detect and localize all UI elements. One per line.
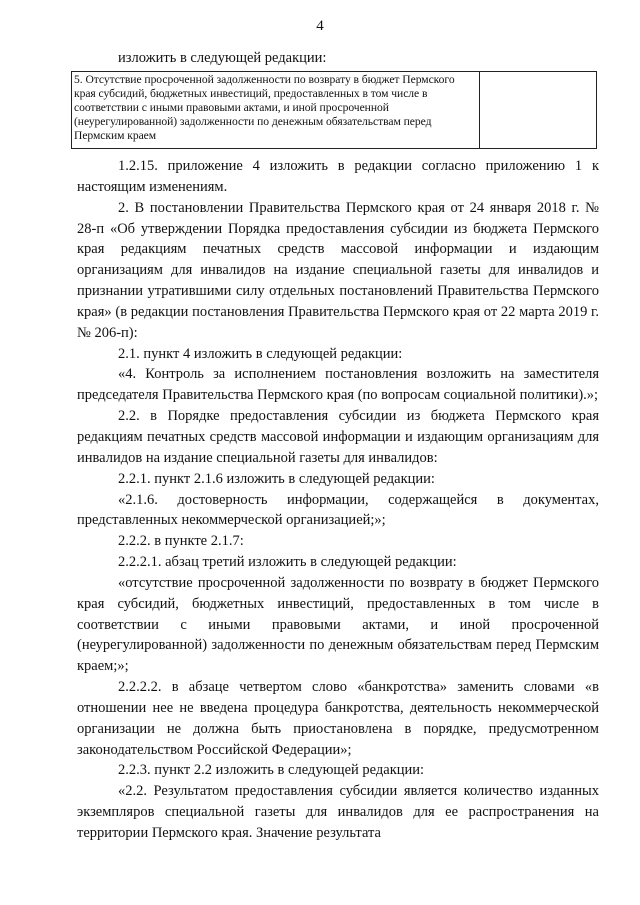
intro-line: изложить в следующей редакции: [118,50,327,66]
paragraph-2-2-2-2: 2.2.2.2. в абзаце четвертом слово «банкротства» заменить словами «в отношении нее не введена процедура банкротства, деятельность некоммерческой организации не должна быть приостановлена в порядке, предусмотренном законодательством Российской Федерации»; [77,679,599,758]
paragraph-2-2-result-text: «2.2. Результатом предоставления субсидии является количество изданных экземпляров специальной газеты для инвалидов для ее распространения на территории Пермского края. Значение результата [77,783,599,841]
paragraph-absence-of-debt-text: «отсутствие просроченной задолженности по возврату в бюджет Пермского края субсидий, бюджетных инвестиций, предоставленных в том числе в соответствии с иными правовыми актами, и иной просроченной (неурегулированной) задолженности по денежным обязательствам перед Пермским краем;»; [77,574,599,675]
page-number: 4 [316,18,324,34]
amendment-table-empty-cell [480,72,596,148]
paragraph-2-1-6-text: «2.1.6. достоверность информации, содержащейся в документах, представленных некоммерческой организацией;»; [77,491,599,529]
paragraph-2-2-3: 2.2.3. пункт 2.2 изложить в следующей редакции: [118,762,425,779]
paragraph-2-resolution: 2. В постановлении Правительства Пермского края от 24 января 2018 г. № 28-п «Об утверждении Порядка предоставления субсидии из бюджета Пермского края редакциям печатных средств массовой информации и издающим организациям для инвалидов на издание специальной газеты для инвалидов и признании утратившими силу отдельных постановлений Правительства Пермского края» (в редакции постановления Правительства Пермского края от 22 марта 2019 г. № 206-п): [77,199,599,341]
amendment-table-text-cell: 5. Отсутствие просроченной задолженности по возврату в бюджет Пермского края субсидий, бюджетных инвестиций, предоставленных в том числе в соответствии с иными правовыми актами, и иной просроченной (неурегулированной) задолженности по денежным обязательствам перед Пермским краем [72,72,480,148]
paragraph-2-2-2-1: 2.2.2.1. абзац третий изложить в следующей редакции: [118,554,457,571]
paragraph-1-2-15: 1.2.15. приложение 4 изложить в редакции согласно приложению 1 к настоящим изменениям. [77,158,599,195]
document-body [77,156,599,844]
paragraph-2-1: 2.1. пункт 4 изложить в следующей редакции: [118,345,403,362]
paragraph-2-2-1: 2.2.1. пункт 2.1.6 изложить в следующей редакции: [118,470,435,487]
paragraph-2-2: 2.2. в Порядке предоставления субсидии из бюджета Пермского края редакциям печатных средств массовой информации и издающим организациям для инвалидов на издание специальной газеты для инвалидов: [77,408,599,466]
amendment-table [71,71,597,149]
paragraph-2-2-2: 2.2.2. в пункте 2.1.7: [118,533,244,550]
paragraph-point-4-text: «4. Контроль за исполнением постановления возложить на заместителя председателя Правительства Пермского края (по вопросам социальной политики).»; [77,366,599,404]
